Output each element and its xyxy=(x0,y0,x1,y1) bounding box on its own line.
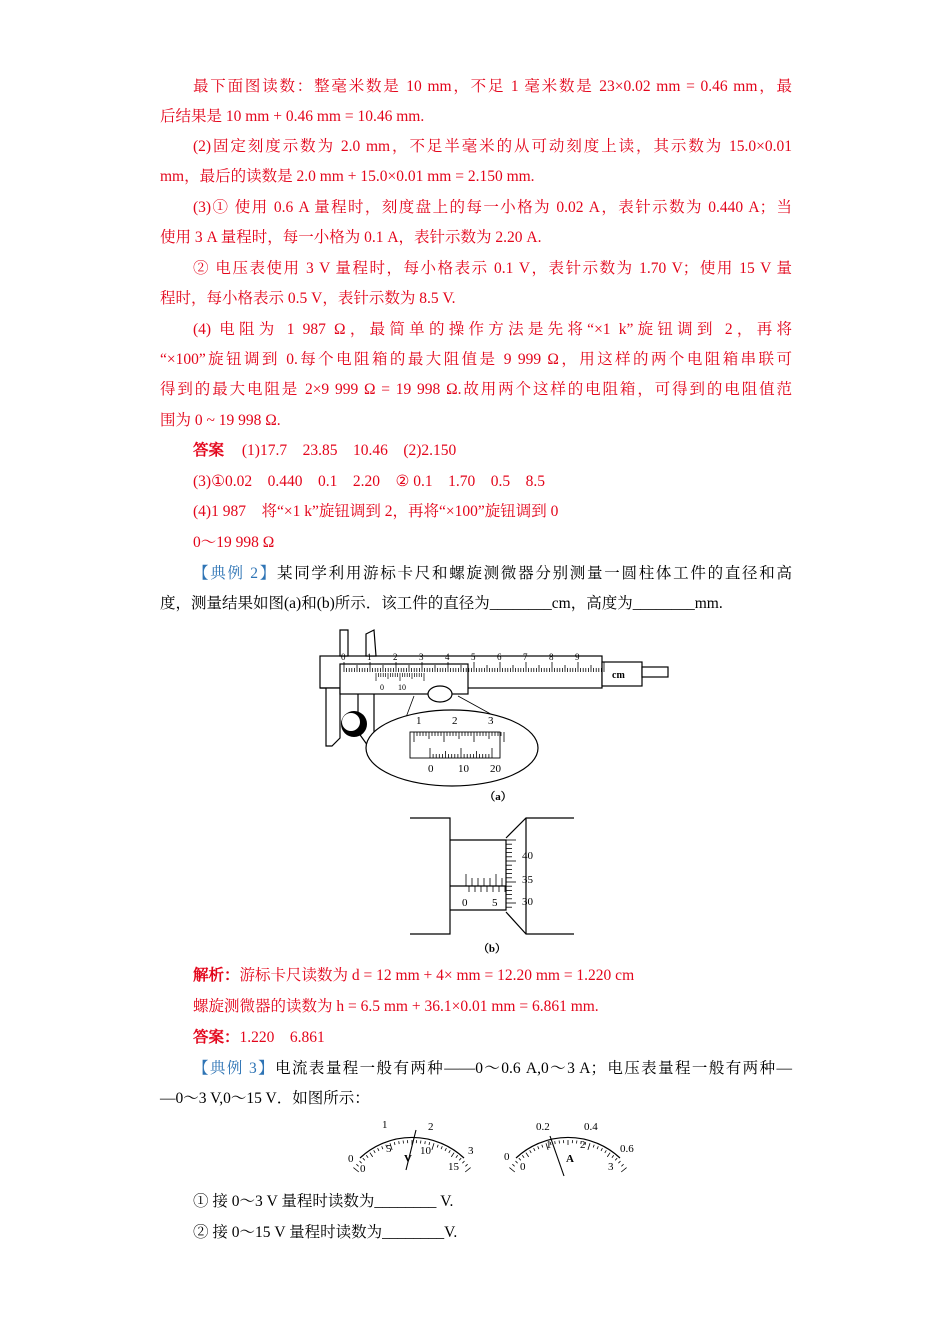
voltmeter xyxy=(348,1119,474,1175)
answer-label: 答案 xyxy=(193,442,225,459)
voltmeter-tick xyxy=(374,1150,376,1153)
analysis-line-1 xyxy=(193,966,634,986)
example2-text-1: 某同学利用游标卡尺和螺旋测微器分别测量一圆柱体工件的直径和高 xyxy=(276,565,792,582)
micrometer-drawing xyxy=(408,812,578,942)
ammeter-outer-0: 0 xyxy=(504,1151,510,1163)
ammeter-tick xyxy=(597,1146,598,1149)
ammeter-tick xyxy=(621,1168,626,1172)
voltmeter-tick xyxy=(456,1155,458,1157)
vernier-caliper-drawing xyxy=(318,620,678,810)
zoom-vernier-label-20: 20 xyxy=(490,763,501,775)
voltmeter-tick xyxy=(394,1142,395,1145)
voltmeter-outer-1: 1 xyxy=(382,1119,388,1131)
voltmeter-tick xyxy=(449,1150,451,1153)
analysis-answer: 1.220 6.861 xyxy=(239,1029,325,1046)
voltmeter-tick xyxy=(399,1141,400,1144)
example3-question-1: ① 接 0～3 V 量程时读数为________ V. xyxy=(193,1193,454,1210)
main-scale-label: 2 xyxy=(393,652,398,662)
voltmeter-tick xyxy=(356,1164,358,1166)
ammeter-tick xyxy=(534,1148,535,1151)
meters-figure xyxy=(340,1112,650,1182)
voltmeter-outer-3: 3 xyxy=(468,1145,474,1157)
main-scale-label: 1 xyxy=(367,652,372,662)
thimble-label-30: 30 xyxy=(522,896,533,908)
ammeter-inner-1: 1 xyxy=(546,1139,552,1151)
zoom-vernier-label-0: 0 xyxy=(428,763,434,775)
solution-line-4: mm，最后的读数是 2.0 mm + 15.0×0.01 mm = 2.150 mm. xyxy=(160,168,535,185)
example2-line-1 xyxy=(193,564,792,584)
solution-line-7: ② 电压表使用 3 V 量程时，每小格表示 0.1 V，表针示数为 1.70 V；使用 15 V 量 xyxy=(193,260,792,277)
sleeve xyxy=(450,840,506,910)
meters-drawing xyxy=(340,1112,650,1182)
ammeter-tick xyxy=(588,1143,590,1150)
solution-line-9: (4) 电阻为 1 987 Ω，最简单的操作方法是先将“×1 k”旋钮调到 2，再将 xyxy=(193,321,792,338)
voltmeter-inner-5: 5 xyxy=(386,1143,392,1155)
example3-line-2: —0～3 V,0～15 V．如图所示： xyxy=(160,1090,370,1107)
ammeter-inner-2: 2 xyxy=(580,1139,586,1151)
fixed-jaw xyxy=(320,688,340,746)
ammeter-tick xyxy=(615,1158,617,1160)
solution-line-1: 最下面图读数：整毫米数是 10 mm，不足 1 毫米数是 23×0.02 mm = 0.46 mm，最 xyxy=(193,78,792,95)
analysis-label: 解析： xyxy=(193,967,240,984)
main-scale-label: 0 xyxy=(341,652,346,662)
ammeter-outer-04: 0.4 xyxy=(584,1121,598,1133)
voltmeter-unit: V xyxy=(404,1153,412,1165)
voltmeter-inner-15: 15 xyxy=(448,1161,459,1173)
figure-a-caption: （a） xyxy=(484,791,512,803)
voltmeter-inner-0: 0 xyxy=(360,1163,366,1175)
voltmeter-tick xyxy=(425,1141,426,1144)
main-scale-label: 5 xyxy=(471,652,476,662)
voltmeter-tick xyxy=(382,1146,383,1149)
ammeter-tick xyxy=(612,1155,614,1157)
frame xyxy=(410,818,450,934)
answer-line-2: (3)①0.02 0.440 0.1 2.20 ② 0.1 1.70 0.5 8.5 xyxy=(193,473,545,490)
solution-line-5: (3)① 使用 0.6 A 量程时，刻度盘上的每一小格为 0.02 A，表针示数为 0.440 A；当 xyxy=(193,199,792,216)
ammeter-tick xyxy=(538,1146,539,1149)
figure-a-vernier-caliper xyxy=(318,620,678,810)
zoom-main-label-1: 1 xyxy=(416,715,422,727)
ammeter-inner-0: 0 xyxy=(520,1161,526,1173)
main-scale-label: 8 xyxy=(549,652,554,662)
voltmeter-tick xyxy=(370,1153,373,1157)
voltmeter-inner-10: 10 xyxy=(420,1145,431,1157)
answer-text-1: (1)17.7 23.85 10.46 (2)2.150 xyxy=(241,442,457,459)
main-scale-label: 6 xyxy=(497,652,502,662)
ammeter-tick xyxy=(509,1168,514,1172)
example3-question-2: ② 接 0～15 V 量程时读数为________V. xyxy=(193,1224,458,1241)
sleeve-ticks xyxy=(466,874,505,892)
example2-tag: 【典例 2】 xyxy=(193,565,277,582)
zoom-main-label-3: 3 xyxy=(488,715,494,727)
answer-line-1 xyxy=(193,441,456,461)
thimble-bottom xyxy=(506,912,574,934)
ammeter-tick xyxy=(526,1153,529,1157)
ammeter-unit: A xyxy=(566,1153,574,1165)
voltmeter-tick xyxy=(451,1153,454,1157)
voltmeter-tick xyxy=(441,1146,442,1149)
voltmeter-tick xyxy=(445,1148,446,1151)
analysis-line-2: 螺旋测微器的读数为 h = 6.5 mm + 36.1×0.01 mm = 6.861 mm. xyxy=(193,998,599,1015)
main-scale-label: 9 xyxy=(575,652,580,662)
analysis-answer-label: 答案： xyxy=(193,1029,240,1046)
unit-label: cm xyxy=(612,670,625,681)
analysis-line-3 xyxy=(193,1028,325,1048)
ammeter-outer-06: 0.6 xyxy=(620,1143,634,1155)
sleeve-label-0: 0 xyxy=(462,897,468,909)
ammeter-tick xyxy=(530,1150,532,1153)
thimble-label-40: 40 xyxy=(522,850,533,862)
ammeter-tick xyxy=(522,1155,524,1157)
ammeter-tick xyxy=(618,1161,620,1163)
ammeter-tick xyxy=(621,1164,623,1166)
analysis-text-1: 游标卡尺读数为 d = 12 mm + 4× mm = 12.20 mm = 1.220 cm xyxy=(239,967,635,984)
voltmeter-tick xyxy=(465,1168,470,1172)
depth-rod xyxy=(642,667,668,677)
zoom-main-label-2: 2 xyxy=(452,715,458,727)
ammeter-tick xyxy=(607,1153,610,1157)
figure-b-micrometer xyxy=(408,812,578,942)
ammeter xyxy=(504,1121,634,1176)
main-scale-label: 3 xyxy=(419,652,424,662)
example3-text-1: 电流表量程一般有两种——0～0.6 A,0～3 A；电压表量程一般有两种— xyxy=(275,1060,792,1077)
voltmeter-tick xyxy=(432,1143,434,1150)
thimble-ticks xyxy=(506,840,516,907)
solution-line-6: 使用 3 A 量程时，每一小格为 0.1 A，表针示数为 2.20 A. xyxy=(160,229,542,246)
ammeter-outer-02: 0.2 xyxy=(536,1121,550,1133)
solution-line-12: 围为 0 ~ 19 998 Ω. xyxy=(160,412,281,429)
voltmeter-tick xyxy=(462,1161,464,1163)
voltmeter-tick xyxy=(378,1148,379,1151)
main-scale-label: 4 xyxy=(445,652,450,662)
thimble-label-35: 35 xyxy=(522,874,533,886)
voltmeter-tick xyxy=(437,1145,438,1148)
solution-line-11: 得到的最大电阻是 2×9 999 Ω = 19 998 Ω.故用两个这样的电阻箱，可得到的电阻值范 xyxy=(160,381,792,398)
vernier-label-10: 10 xyxy=(398,683,406,692)
voltmeter-outer-2: 2 xyxy=(428,1121,434,1133)
voltmeter-tick xyxy=(465,1164,467,1166)
answer-line-4: 0～19 998 Ω xyxy=(193,534,275,551)
example2-line-2: 度，测量结果如图(a)和(b)所示．该工件的直径为________cm，高度为________mm. xyxy=(160,595,723,612)
solution-line-2: 后结果是 10 mm + 0.46 mm = 10.46 mm. xyxy=(160,108,425,125)
ammeter-tick xyxy=(601,1148,602,1151)
solution-line-10: “×100”旋钮调到 0.每个电阻箱的最大阻值是 9 999 Ω，用这样的两个电阻箱串联可 xyxy=(160,351,792,368)
main-scale-label: 7 xyxy=(523,652,528,662)
zoom-vernier-label-10: 10 xyxy=(458,763,469,775)
ammeter-tick xyxy=(593,1145,594,1148)
voltmeter-tick xyxy=(363,1158,365,1160)
figure-b-caption: （b） xyxy=(477,943,507,955)
thimble-top xyxy=(506,818,574,838)
ammeter-tick xyxy=(516,1161,518,1163)
answer-line-3: (4)1 987 将“×1 k”旋钮调到 2，再将“×100”旋钮调到 0 xyxy=(193,503,559,520)
ammeter-tick xyxy=(512,1164,514,1166)
ammeter-inner-3: 3 xyxy=(608,1161,614,1173)
example3-tag: 【典例 3】 xyxy=(193,1060,276,1077)
ammeter-tick xyxy=(605,1150,607,1153)
ammeter-tick xyxy=(555,1141,556,1144)
solution-line-8: 程时，每小格表示 0.5 V，表针示数为 8.5 V. xyxy=(160,290,456,307)
voltmeter-outer-0: 0 xyxy=(348,1153,354,1165)
ammeter-needle xyxy=(550,1136,564,1176)
solution-line-3: (2)固定刻度示数为 2.0 mm，不足半毫米的从可动刻度上读，其示数为 15.0×0.01 xyxy=(193,138,792,155)
sleeve-label-5: 5 xyxy=(492,897,498,909)
example3-line-1 xyxy=(193,1059,792,1079)
voltmeter-tick xyxy=(353,1168,358,1172)
voltmeter-tick xyxy=(459,1158,461,1160)
ammeter-tick xyxy=(519,1158,521,1160)
thumb-wheel xyxy=(428,686,452,702)
vernier-label-0: 0 xyxy=(380,683,384,692)
ammeter-tick xyxy=(542,1145,543,1148)
voltmeter-tick xyxy=(366,1155,368,1157)
